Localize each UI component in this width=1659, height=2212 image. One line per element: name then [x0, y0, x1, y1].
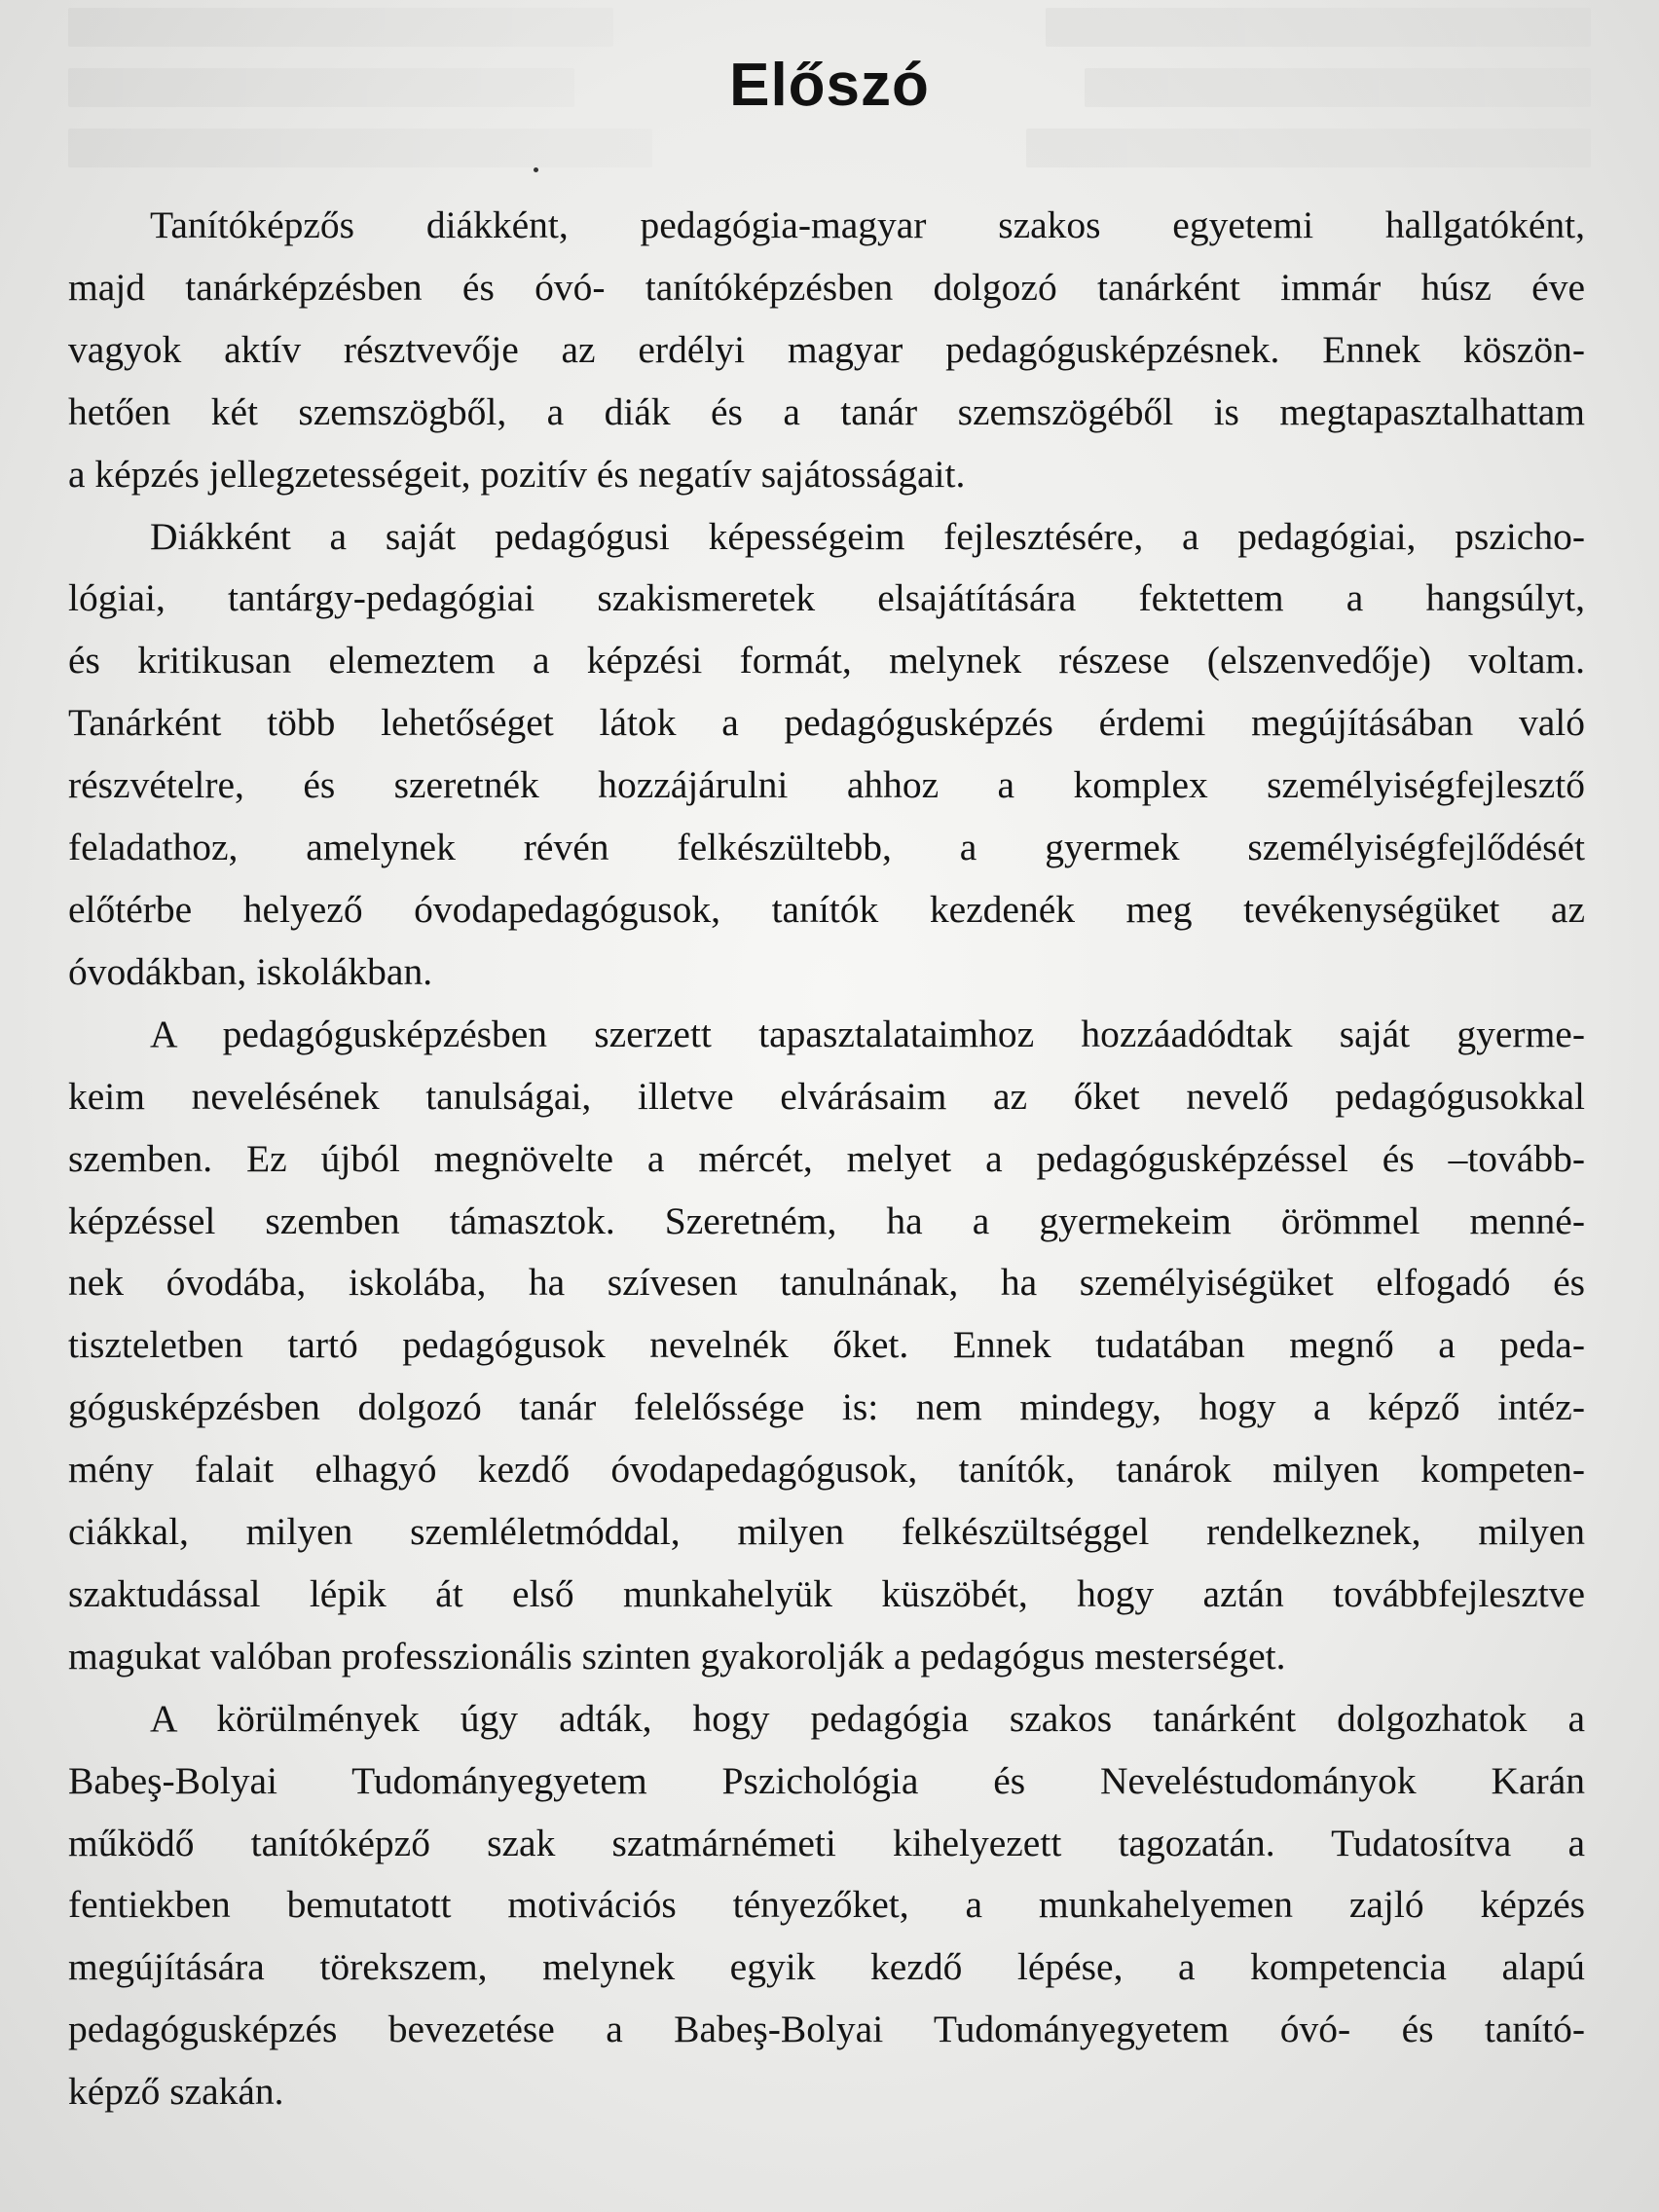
text-line: tiszteletben tartó pedagógusok nevelnék őket. Ennek tudatában megnő a peda-	[68, 1323, 1585, 1367]
text-line: a képzés jellegzetességeit, pozitív és negatív sajátosságait.	[68, 452, 966, 496]
preface-body	[68, 195, 1585, 2123]
text-line: Babeş-Bolyai Tudományegyetem Pszichológia és Neveléstudományok Karán	[68, 1758, 1585, 1802]
paragraph-1	[68, 195, 1585, 506]
text-line: szemben. Ez újból megnövelte a mércét, melyet a pedagógusképzéssel és –tovább-	[68, 1136, 1585, 1180]
text-line: előtérbe helyező óvodapedagógusok, tanítók kezdenék meg tevékenységüket az	[68, 887, 1585, 931]
text-line: fentiekben bemutatott motivációs tényezőket, a munkahelyemen zajló képzés	[68, 1883, 1585, 1927]
text-line: mény falait elhagyó kezdő óvodapedagógusok, tanítók, tanárok milyen kompeten-	[68, 1448, 1585, 1492]
text-line: feladathoz, amelynek révén felkészültebb, a gyermek személyiségfejlődését	[68, 826, 1585, 869]
ink-dot	[534, 167, 538, 172]
text-line: és kritikusan elemeztem a képzési formát, melynek részese (elszenvedője) voltam.	[68, 639, 1585, 682]
show-through-text	[68, 8, 1591, 9]
text-line: óvodákban, iskolákban.	[68, 949, 433, 993]
text-line: A pedagógusképzésben szerzett tapasztalataimhoz hozzáadódtak saját gyerme-	[150, 1012, 1585, 1055]
text-line: gógusképzésben dolgozó tanár felelőssége is: nem mindegy, hogy a képző intéz-	[68, 1385, 1585, 1429]
text-line: lógiai, tantárgy-pedagógiai szakismeretek elsajátítására fektettem a hangsúlyt,	[68, 576, 1585, 620]
paragraph-3	[68, 1004, 1585, 1688]
text-line: pedagógusképzés bevezetése a Babeş-Bolyai Tudományegyetem óvó- és tanító-	[68, 2008, 1585, 2051]
paragraph-2	[68, 506, 1585, 1004]
text-line: képző szakán.	[68, 2070, 284, 2114]
text-line: hetően két szemszögből, a diák és a tanár szemszögéből is megtapasztalhattam	[68, 389, 1585, 433]
page-title: Előszó	[729, 52, 930, 119]
text-line: részvételre, és szeretnék hozzájárulni ahhoz a komplex személyiségfejlesztő	[68, 763, 1585, 807]
text-line: szaktudással lépik át első munkahelyük küszöbét, hogy aztán továbbfejlesztve	[68, 1571, 1585, 1615]
text-line: A körülmények úgy adták, hogy pedagógia szakos tanárként dolgozhatok a	[150, 1696, 1585, 1740]
text-line: majd tanárképzésben és óvó- tanítóképzésben dolgozó tanárként immár húsz éve	[68, 265, 1585, 309]
text-line: képzéssel szemben támasztok. Szeretném, ha a gyermekeim örömmel menné-	[68, 1198, 1585, 1242]
text-line: keim nevelésének tanulságai, illetve elvárásaim az őket nevelő pedagógusokkal	[68, 1074, 1585, 1118]
text-line: Diákként a saját pedagógusi képességeim fejlesztésére, a pedagógiai, pszicho-	[150, 514, 1585, 558]
text-line: nek óvodába, iskolába, ha szívesen tanulnának, ha személyiségüket elfogadó és	[68, 1261, 1585, 1305]
text-line: Tanítóképzős diákként, pedagógia-magyar szakos egyetemi hallgatóként,	[150, 203, 1585, 246]
text-line: megújítására törekszem, melynek egyik kezdő lépése, a kompetencia alapú	[68, 1945, 1585, 1989]
text-line: működő tanítóképző szak szatmárnémeti kihelyezett tagozatán. Tudatosítva a	[68, 1821, 1585, 1864]
text-line: magukat valóban professzionális szinten gyakorolják a pedagógus mesterséget.	[68, 1634, 1286, 1677]
text-line: Tanárként több lehetőséget látok a pedagógusképzés érdemi megújításában való	[68, 701, 1585, 745]
text-line: ciákkal, milyen szemléletmóddal, milyen felkészültséggel rendelkeznek, milyen	[68, 1510, 1585, 1554]
paragraph-4	[68, 1688, 1585, 2123]
text-line: vagyok aktív résztvevője az erdélyi magyar pedagógusképzésnek. Ennek köszön-	[68, 327, 1585, 371]
